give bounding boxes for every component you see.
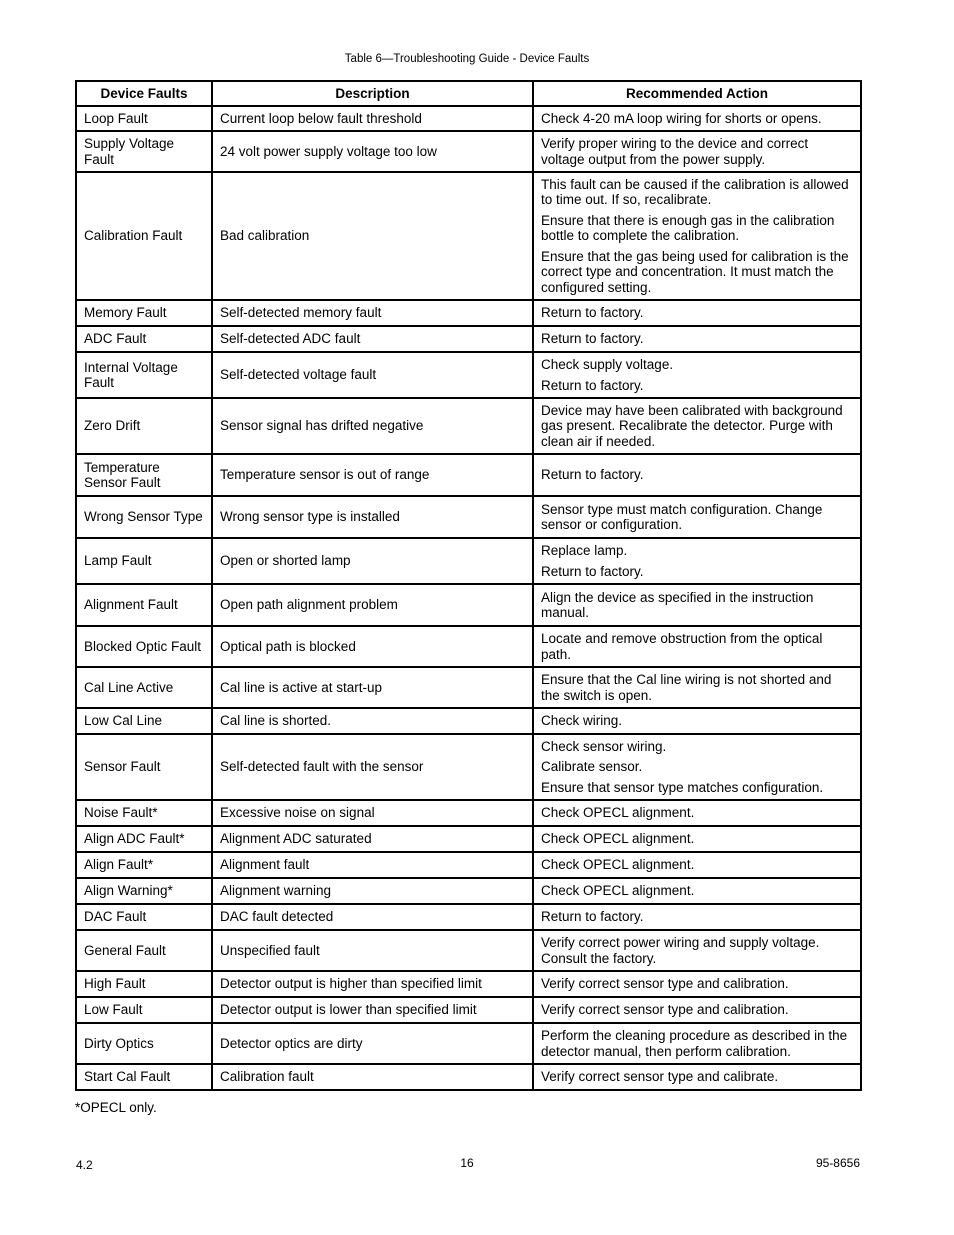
recommended-action-cell [533, 131, 861, 172]
device-fault-cell: Supply Voltage Fault [76, 131, 212, 172]
recommended-action-cell [533, 930, 861, 971]
table-row [76, 352, 861, 398]
device-fault-cell: Wrong Sensor Type [76, 496, 212, 538]
description-cell: Detector output is higher than specified limit [212, 971, 533, 997]
action-line: Device may have been calibrated with background gas present. Recalibrate the detector. Purge with clean air if needed. [541, 402, 843, 449]
action-line: Return to factory. [541, 467, 644, 483]
action-line: Calibrate sensor. [541, 759, 643, 775]
table-row [76, 997, 861, 1023]
document-number: 95-8656 [815, 1156, 860, 1170]
action-line: Check OPECL alignment. [541, 831, 695, 847]
page-number: 16 [460, 1156, 474, 1170]
description-cell: Bad calibration [212, 172, 533, 300]
description-cell: Wrong sensor type is installed [212, 496, 533, 538]
column-header-description: Description [212, 81, 533, 106]
action-line: Verify correct sensor type and calibration. [541, 976, 789, 992]
table-row [76, 538, 861, 584]
description-cell: DAC fault detected [212, 904, 533, 930]
recommended-action-cell [533, 538, 861, 584]
recommended-action-cell [533, 496, 861, 538]
table-row [76, 734, 861, 800]
table-row [76, 971, 861, 997]
action-line: Check wiring. [541, 713, 623, 729]
table-row [76, 496, 861, 538]
recommended-action-cell [533, 878, 861, 904]
column-header-device-faults: Device Faults [76, 81, 212, 106]
recommended-action-cell [533, 300, 861, 326]
device-fault-cell: Dirty Optics [76, 1023, 212, 1064]
description-cell: Self-detected ADC fault [212, 326, 533, 352]
action-line: Verify correct sensor type and calibration. [541, 1002, 789, 1018]
device-fault-cell: Internal Voltage Fault [76, 352, 212, 398]
recommended-action-cell [533, 454, 861, 496]
device-fault-cell: ADC Fault [76, 326, 212, 352]
device-fault-cell: Align ADC Fault* [76, 826, 212, 852]
action-line: Return to factory. [541, 563, 644, 579]
device-fault-cell: Alignment Fault [76, 584, 212, 626]
table-row [76, 172, 861, 300]
device-fault-cell: General Fault [76, 930, 212, 971]
table-row [76, 800, 861, 826]
action-line: Locate and remove obstruction from the optical path. [541, 631, 823, 662]
recommended-action-cell [533, 172, 861, 300]
device-fault-cell: Low Cal Line [76, 708, 212, 734]
recommended-action-cell [533, 352, 861, 398]
description-cell: Alignment warning [212, 878, 533, 904]
action-line: Return to factory. [541, 331, 644, 347]
device-fault-cell: Zero Drift [76, 398, 212, 454]
recommended-action-cell [533, 106, 861, 131]
recommended-action-cell [533, 626, 861, 667]
description-cell: Unspecified fault [212, 930, 533, 971]
action-line: Verify correct sensor type and calibrate. [541, 1069, 779, 1085]
table-body [76, 106, 861, 1090]
action-line: Return to factory. [541, 305, 644, 321]
description-cell: Detector output is lower than specified limit [212, 997, 533, 1023]
table-row [76, 300, 861, 326]
description-cell: Temperature sensor is out of range [212, 454, 533, 496]
device-fault-cell: Low Fault [76, 997, 212, 1023]
description-cell: 24 volt power supply voltage too low [212, 131, 533, 172]
action-line: Sensor type must match configuration. Change sensor or configuration. [541, 501, 823, 532]
recommended-action-cell [533, 1023, 861, 1064]
action-line: Check supply voltage. [541, 357, 674, 372]
device-fault-cell: High Fault [76, 971, 212, 997]
device-fault-cell: Loop Fault [76, 106, 212, 131]
description-cell: Alignment ADC saturated [212, 826, 533, 852]
table-row [76, 667, 861, 708]
device-fault-cell: Align Warning* [76, 878, 212, 904]
revision-number: 4.2 [76, 1158, 93, 1172]
device-fault-cell: Start Cal Fault [76, 1064, 212, 1090]
table-row [76, 131, 861, 172]
action-line: Check OPECL alignment. [541, 805, 695, 821]
description-cell: Self-detected fault with the sensor [212, 734, 533, 800]
description-cell: Optical path is blocked [212, 626, 533, 667]
table-row [76, 326, 861, 352]
table-row [76, 454, 861, 496]
action-line: Ensure that sensor type matches configuration. [541, 779, 824, 795]
action-line: Check 4-20 mA loop wiring for shorts or opens. [541, 110, 822, 126]
device-fault-cell: Align Fault* [76, 852, 212, 878]
recommended-action-cell [533, 826, 861, 852]
description-cell: Alignment fault [212, 852, 533, 878]
description-cell: Current loop below fault threshold [212, 106, 533, 131]
action-line: Ensure that the gas being used for calibration is the correct type and concentration. It must match the configured setting. [541, 248, 849, 295]
table-row [76, 708, 861, 734]
recommended-action-cell [533, 708, 861, 734]
device-faults-table [75, 80, 862, 1091]
device-fault-cell: Noise Fault* [76, 800, 212, 826]
table-row [76, 1064, 861, 1090]
description-cell: Cal line is shorted. [212, 708, 533, 734]
recommended-action-cell [533, 852, 861, 878]
device-fault-cell: Temperature Sensor Fault [76, 454, 212, 496]
device-fault-cell: Cal Line Active [76, 667, 212, 708]
description-cell: Open path alignment problem [212, 584, 533, 626]
recommended-action-cell [533, 326, 861, 352]
table-row [76, 930, 861, 971]
table-row [76, 398, 861, 454]
footnote: *OPECL only. [75, 1100, 157, 1115]
recommended-action-cell [533, 734, 861, 800]
device-fault-cell: Memory Fault [76, 300, 212, 326]
recommended-action-cell [533, 971, 861, 997]
table-row [76, 826, 861, 852]
action-line: This fault can be caused if the calibration is allowed to time out. If so, recalibrate. [541, 176, 849, 208]
description-cell: Sensor signal has drifted negative [212, 398, 533, 454]
table-row [76, 584, 861, 626]
description-cell: Self-detected memory fault [212, 300, 533, 326]
action-line: Return to factory. [541, 377, 644, 393]
description-cell: Open or shorted lamp [212, 538, 533, 584]
table-header-row [76, 81, 861, 106]
table-caption: Table 6—Troubleshooting Guide - Device Faults [344, 53, 590, 65]
action-line: Verify correct power wiring and supply voltage. Consult the factory. [541, 935, 820, 966]
device-fault-cell: Lamp Fault [76, 538, 212, 584]
description-cell: Calibration fault [212, 1064, 533, 1090]
action-line: Align the device as specified in the instruction manual. [541, 589, 814, 620]
action-line: Ensure that there is enough gas in the calibration bottle to complete the calibration. [541, 212, 835, 244]
recommended-action-cell [533, 800, 861, 826]
table-row [76, 626, 861, 667]
table-row [76, 106, 861, 131]
column-header-recommended-action: Recommended Action [533, 81, 861, 106]
recommended-action-cell [533, 667, 861, 708]
table-row [76, 904, 861, 930]
recommended-action-cell [533, 584, 861, 626]
description-cell: Self-detected voltage fault [212, 352, 533, 398]
recommended-action-cell [533, 1064, 861, 1090]
action-line: Perform the cleaning procedure as described in the detector manual, then perform calibration. [541, 1028, 848, 1059]
action-line: Return to factory. [541, 909, 644, 925]
action-line: Replace lamp. [541, 543, 628, 558]
action-line: Check OPECL alignment. [541, 857, 695, 873]
table-row [76, 878, 861, 904]
table-row [76, 1023, 861, 1064]
recommended-action-cell [533, 904, 861, 930]
action-line: Check OPECL alignment. [541, 883, 695, 899]
device-fault-cell: Blocked Optic Fault [76, 626, 212, 667]
description-cell: Excessive noise on signal [212, 800, 533, 826]
device-fault-cell: DAC Fault [76, 904, 212, 930]
device-fault-cell: Calibration Fault [76, 172, 212, 300]
recommended-action-cell [533, 398, 861, 454]
action-line: Check sensor wiring. [541, 738, 667, 754]
description-cell: Detector optics are dirty [212, 1023, 533, 1064]
device-fault-cell: Sensor Fault [76, 734, 212, 800]
recommended-action-cell [533, 997, 861, 1023]
action-line: Verify proper wiring to the device and correct voltage output from the power supply. [541, 136, 809, 167]
description-cell: Cal line is active at start-up [212, 667, 533, 708]
table-row [76, 852, 861, 878]
action-line: Ensure that the Cal line wiring is not shorted and the switch is open. [541, 672, 832, 703]
